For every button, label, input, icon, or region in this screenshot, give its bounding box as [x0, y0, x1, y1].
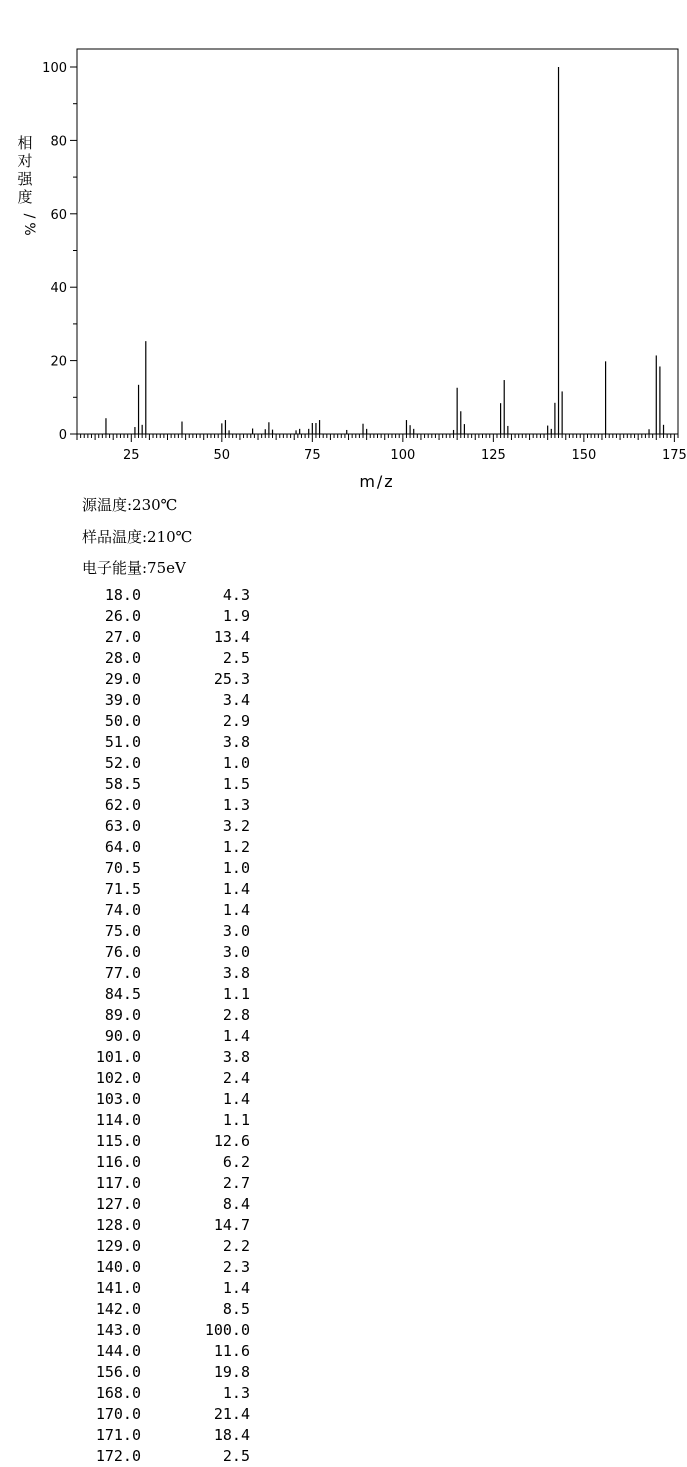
- x-tick-label: 75: [304, 448, 321, 463]
- mz-value: 140.0: [95, 1258, 141, 1276]
- intensity-value: 6.2: [222, 1153, 250, 1171]
- intensity-value: 2.2: [222, 1237, 250, 1255]
- table-row: [84, 648, 250, 669]
- mz-value: 89.0: [104, 1006, 141, 1024]
- mz-value: 114.0: [95, 1111, 141, 1129]
- table-row: [84, 1005, 250, 1026]
- table-row: [84, 816, 250, 837]
- table-row: [84, 1194, 250, 1215]
- intensity-value: 8.4: [222, 1195, 250, 1213]
- mz-value: 50.0: [104, 712, 141, 730]
- intensity-value: 3.2: [222, 817, 250, 835]
- intensity-value: 25.3: [213, 670, 250, 688]
- intensity-value: 2.7: [222, 1174, 250, 1192]
- intensity-value: 2.4: [222, 1069, 250, 1087]
- y-axis-label-char: %: [21, 222, 37, 236]
- intensity-value: 2.5: [222, 649, 250, 667]
- mz-value: 26.0: [104, 607, 141, 625]
- y-tick-label: 0: [58, 428, 67, 443]
- y-axis-label-char: 相: [17, 134, 33, 152]
- mz-value: 143.0: [95, 1321, 141, 1339]
- y-axis-label: [17, 134, 37, 236]
- mz-value: 27.0: [104, 628, 141, 646]
- mz-value: 71.5: [104, 880, 141, 898]
- intensity-value: 18.4: [213, 1426, 250, 1444]
- y-axis-label-char: /: [21, 213, 37, 219]
- table-row: [84, 774, 250, 795]
- table-row: [84, 711, 250, 732]
- intensity-value: 12.6: [213, 1132, 250, 1150]
- y-axis-label-char: 度: [17, 188, 33, 206]
- mz-value: 52.0: [104, 754, 141, 772]
- mz-value: 128.0: [95, 1216, 141, 1234]
- intensity-value: 11.6: [213, 1342, 250, 1360]
- intensity-value: 2.5: [222, 1447, 250, 1465]
- mz-value: 117.0: [95, 1174, 141, 1192]
- mass-spectrum-chart: [0, 0, 687, 490]
- mz-value: 84.5: [104, 985, 141, 1003]
- table-row: [84, 879, 250, 900]
- intensity-value: 1.0: [222, 859, 250, 877]
- intensity-value: 1.5: [222, 775, 250, 793]
- table-row: [84, 984, 250, 1005]
- table-row: [84, 837, 250, 858]
- table-row: [84, 690, 250, 711]
- mz-value: 74.0: [104, 901, 141, 919]
- intensity-value: 3.0: [222, 922, 250, 940]
- table-row: [84, 1131, 250, 1152]
- x-tick-label: 150: [571, 448, 597, 463]
- mz-value: 103.0: [95, 1090, 141, 1108]
- mz-value: 75.0: [104, 922, 141, 940]
- table-row: [84, 585, 250, 606]
- x-tick-label: 25: [123, 448, 140, 463]
- mz-value: 144.0: [95, 1342, 141, 1360]
- table-row: [84, 1446, 250, 1467]
- x-axis: [77, 434, 687, 463]
- table-row: [84, 1278, 250, 1299]
- x-tick-label: 175: [661, 448, 687, 463]
- table-row: [84, 942, 250, 963]
- table-row: [84, 1320, 250, 1341]
- mz-value: 171.0: [95, 1426, 141, 1444]
- x-tick-label: 125: [480, 448, 506, 463]
- mz-value: 76.0: [104, 943, 141, 961]
- intensity-value: 1.3: [222, 1384, 250, 1402]
- intensity-value: 1.4: [222, 1279, 250, 1297]
- mz-value: 129.0: [95, 1237, 141, 1255]
- table-row: [84, 1068, 250, 1089]
- peak-table: [84, 585, 250, 1467]
- table-row: [84, 921, 250, 942]
- intensity-value: 21.4: [213, 1405, 250, 1423]
- table-row: [84, 1026, 250, 1047]
- table-row: [84, 1089, 250, 1110]
- mz-value: 28.0: [104, 649, 141, 667]
- intensity-value: 2.3: [222, 1258, 250, 1276]
- table-row: [84, 753, 250, 774]
- table-row: [84, 795, 250, 816]
- y-tick-label: 60: [50, 207, 67, 223]
- intensity-value: 1.4: [222, 1090, 250, 1108]
- mz-value: 101.0: [95, 1048, 141, 1066]
- intensity-value: 1.2: [222, 838, 250, 856]
- mz-value: 127.0: [95, 1195, 141, 1213]
- table-row: [84, 606, 250, 627]
- mz-value: 115.0: [95, 1132, 141, 1150]
- intensity-value: 8.5: [222, 1300, 250, 1318]
- intensity-value: 1.4: [222, 880, 250, 898]
- table-row: [84, 858, 250, 879]
- intensity-value: 1.0: [222, 754, 250, 772]
- intensity-value: 100.0: [204, 1321, 250, 1339]
- table-row: [84, 1152, 250, 1173]
- table-row: [84, 1383, 250, 1404]
- source-temperature: 源温度:230℃: [82, 496, 178, 514]
- intensity-value: 3.8: [222, 733, 250, 751]
- mz-value: 172.0: [95, 1447, 141, 1465]
- table-row: [84, 669, 250, 690]
- y-axis: [42, 61, 77, 443]
- intensity-value: 1.4: [222, 1027, 250, 1045]
- intensity-value: 1.4: [222, 901, 250, 919]
- table-row: [84, 1425, 250, 1446]
- intensity-value: 3.8: [222, 964, 250, 982]
- table-row: [84, 732, 250, 753]
- mz-value: 18.0: [104, 586, 141, 604]
- mz-value: 64.0: [104, 838, 141, 856]
- y-tick-label: 100: [42, 61, 67, 76]
- mz-value: 39.0: [104, 691, 141, 709]
- sample-temperature: 样品温度:210℃: [82, 527, 193, 546]
- table-row: [84, 1341, 250, 1362]
- intensity-value: 13.4: [213, 628, 250, 646]
- mz-value: 90.0: [104, 1027, 141, 1045]
- intensity-value: 4.3: [222, 586, 250, 604]
- mz-value: 58.5: [104, 775, 141, 793]
- mz-value: 170.0: [95, 1405, 141, 1423]
- table-row: [84, 1362, 250, 1383]
- mz-value: 102.0: [95, 1069, 141, 1087]
- y-tick-label: 20: [50, 354, 67, 370]
- mz-value: 62.0: [104, 796, 141, 814]
- intensity-value: 1.3: [222, 796, 250, 814]
- mz-value: 168.0: [95, 1384, 141, 1402]
- mz-value: 51.0: [104, 733, 141, 751]
- mz-value: 116.0: [95, 1153, 141, 1171]
- x-axis-label: m/z: [359, 472, 395, 490]
- mz-value: 142.0: [95, 1300, 141, 1318]
- table-row: [84, 1173, 250, 1194]
- table-row: [84, 900, 250, 921]
- intensity-value: 14.7: [213, 1216, 250, 1234]
- mz-value: 63.0: [104, 817, 141, 835]
- mz-value: 77.0: [104, 964, 141, 982]
- intensity-value: 1.1: [222, 985, 250, 1003]
- intensity-value: 1.9: [222, 607, 250, 625]
- mz-value: 141.0: [95, 1279, 141, 1297]
- y-tick-label: 80: [50, 134, 67, 150]
- mz-value: 156.0: [95, 1363, 141, 1381]
- intensity-value: 1.1: [222, 1111, 250, 1129]
- peak-bars: [106, 67, 664, 434]
- intensity-value: 2.9: [222, 712, 250, 730]
- mz-value: 29.0: [104, 670, 141, 688]
- instrument-conditions: [82, 494, 192, 589]
- mz-value: 70.5: [104, 859, 141, 877]
- table-row: [84, 1257, 250, 1278]
- y-axis-label-char: 对: [17, 152, 33, 170]
- x-tick-label: 100: [390, 448, 416, 463]
- y-tick-label: 40: [50, 281, 67, 297]
- table-row: [84, 1299, 250, 1320]
- intensity-value: 3.0: [222, 943, 250, 961]
- intensity-value: 3.8: [222, 1048, 250, 1066]
- table-row: [84, 1215, 250, 1236]
- table-row: [84, 1047, 250, 1068]
- plot-frame: [77, 49, 678, 434]
- table-row: [84, 963, 250, 984]
- x-tick-label: 50: [213, 448, 231, 463]
- table-row: [84, 1236, 250, 1257]
- intensity-value: 2.8: [222, 1006, 250, 1024]
- intensity-value: 19.8: [213, 1363, 250, 1381]
- electron-energy: 电子能量:75eV: [82, 559, 186, 577]
- table-row: [84, 1110, 250, 1131]
- table-row: [84, 627, 250, 648]
- intensity-value: 3.4: [222, 691, 250, 709]
- table-row: [84, 1404, 250, 1425]
- y-axis-label-char: 强: [17, 170, 33, 188]
